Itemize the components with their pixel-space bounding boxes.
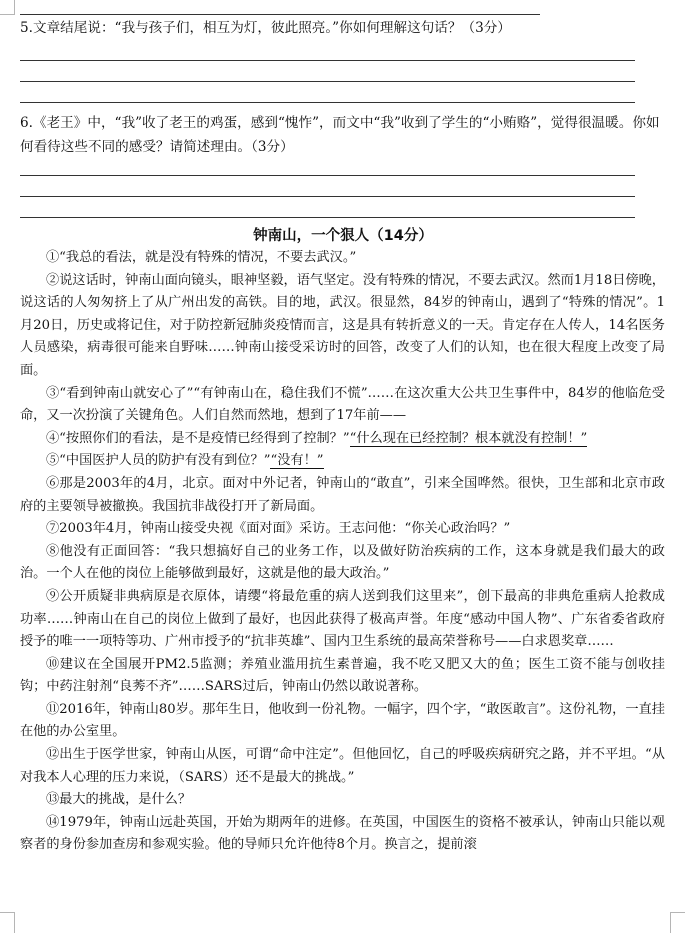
answer-line-q5-3 xyxy=(20,102,635,103)
paragraph-14: ⑭1979年，钟南山远赴英国，开始为期两年的进修。在英国，中国医生的资格不被承认，钟南山只能以观察者的身份参加查房和参观实验。他的导师只允许他待8个月。换言之，提前滚 xyxy=(20,814,665,853)
paragraph-4-underlined-answer: “什么现在已经控制？根本就没有控制！” xyxy=(349,430,588,446)
paragraph-7: ⑦2003年4月，钟南山接受央视《面对面》采访。王志问他：“你关心政治吗？” xyxy=(46,521,511,537)
crop-mark-bottom-right xyxy=(670,912,685,933)
answer-line-q5-2 xyxy=(20,81,635,82)
paragraph-4 xyxy=(20,428,665,451)
answer-line-q6-3 xyxy=(20,217,635,218)
question-6: 6.《老王》中，“我”收了老王的鸡蛋，感到“愧怍”，而文中“我”收到了学生的“小贿赂”，觉得很温暖。你如何看待这些不同的感受？请简述理由。（3分） xyxy=(20,115,660,155)
paragraph-11: ⑪2016年，钟南山80岁。那年生日，他收到一份礼物。一幅字，四个字，“敢医敢言”。这份礼物，一直挂在他的办公室里。 xyxy=(20,701,665,740)
paragraph-6: ⑥那是2003年的4月，北京。面对中外记者，钟南山的“敢直”，引来全国哗然。很快，卫生部和北京市政府的主要领导被撤换。我国抗非战役打开了新局面。 xyxy=(20,475,665,514)
paragraph-9: ⑨公开质疑非典病原是衣原体，请缨“将最危重的病人送到我们这里来”，创下最高的非典危重病人抢救成功率……钟南山在自己的岗位上做到了最好，也因此获得了极高声誉。年度“感动中国人物”、广东省委省政府授予的唯一一项特等功、广州市授予的“抗非英雄”、国内卫生系统的最高荣誉称号——白求恩奖章…… xyxy=(20,588,665,650)
paragraph-4-question: ④“按照你们的看法，是不是疫情已经得到了控制？” xyxy=(46,430,350,446)
paragraph-1: ①“我总的看法，就是没有特殊的情况，不要去武汉。” xyxy=(46,250,357,265)
paragraph-8: ⑧他没有正面回答：“我只想搞好自己的业务工作，以及做好防治疾病的工作，这本身就是我们最大的政治。一个人在他的岗位上能够做到最好，这就是他的最大政治。” xyxy=(20,543,665,582)
paragraph-10: ⑩建议在全国展开PM2.5监测；养殖业滥用抗生素普遍，我不吃又肥又大的鱼；医生工资不能与创收挂钩；中药注射剂“良莠不齐”……SARS过后，钟南山仍然以敢说著称。 xyxy=(20,656,665,695)
previous-answer-line xyxy=(20,14,540,15)
paragraph-5 xyxy=(20,450,665,473)
paragraph-5-question: ⑤“中国医护人员的防护有没有到位？” xyxy=(46,453,271,469)
passage-title: 钟南山，一个狠人（14分） xyxy=(253,228,433,244)
paragraph-5-underlined-answer: “没有！” xyxy=(270,453,324,469)
crop-mark-top-left xyxy=(0,0,15,15)
reading-passage xyxy=(20,247,665,857)
answer-line-q6-2 xyxy=(20,196,635,197)
paragraph-3: ③“看到钟南山就安心了”“有钟南山在，稳住我们不慌”……在这次重大公共卫生事件中，84岁的他临危受命，又一次扮演了关键角色。人们自然而然地，想到了17年前—— xyxy=(20,385,665,424)
question-5: 5.文章结尾说：“我与孩子们，相互为灯，彼此照亮。”你如何理解这句话？（3分） xyxy=(20,20,511,36)
answer-line-q6-1 xyxy=(20,175,635,176)
paragraph-13: ⑬最大的挑战，是什么？ xyxy=(46,792,192,808)
answer-line-q5-1 xyxy=(20,60,635,61)
paragraph-12: ⑫出生于医学世家，钟南山从医，可谓“命中注定”。但他回忆，自己的呼吸疾病研究之路，并不平坦。“从对我本人心理的压力来说，（SARS）还不是最大的挑战。” xyxy=(20,747,665,785)
paragraph-2: ②说这话时，钟南山面向镜头，眼神坚毅，语气坚定。没有特殊的情况，不要去武汉。然而1月18日傍晚，说这话的人匆匆挤上了从广州出发的高铁。目的地，武汉。很显然，84岁的钟南山，遇到了“特殊的情况”。1月20日，历史或将记住，对于防控新冠肺炎疫情而言，这是具有转折意义的一天。肯定存在人传人，14名医务人员感染，病毒很可能来自野味……钟南山接受采访时的回答，改变了人们的认知，也在很大程度上改变了局面。 xyxy=(20,272,665,378)
crop-mark-bottom-left xyxy=(0,912,15,933)
